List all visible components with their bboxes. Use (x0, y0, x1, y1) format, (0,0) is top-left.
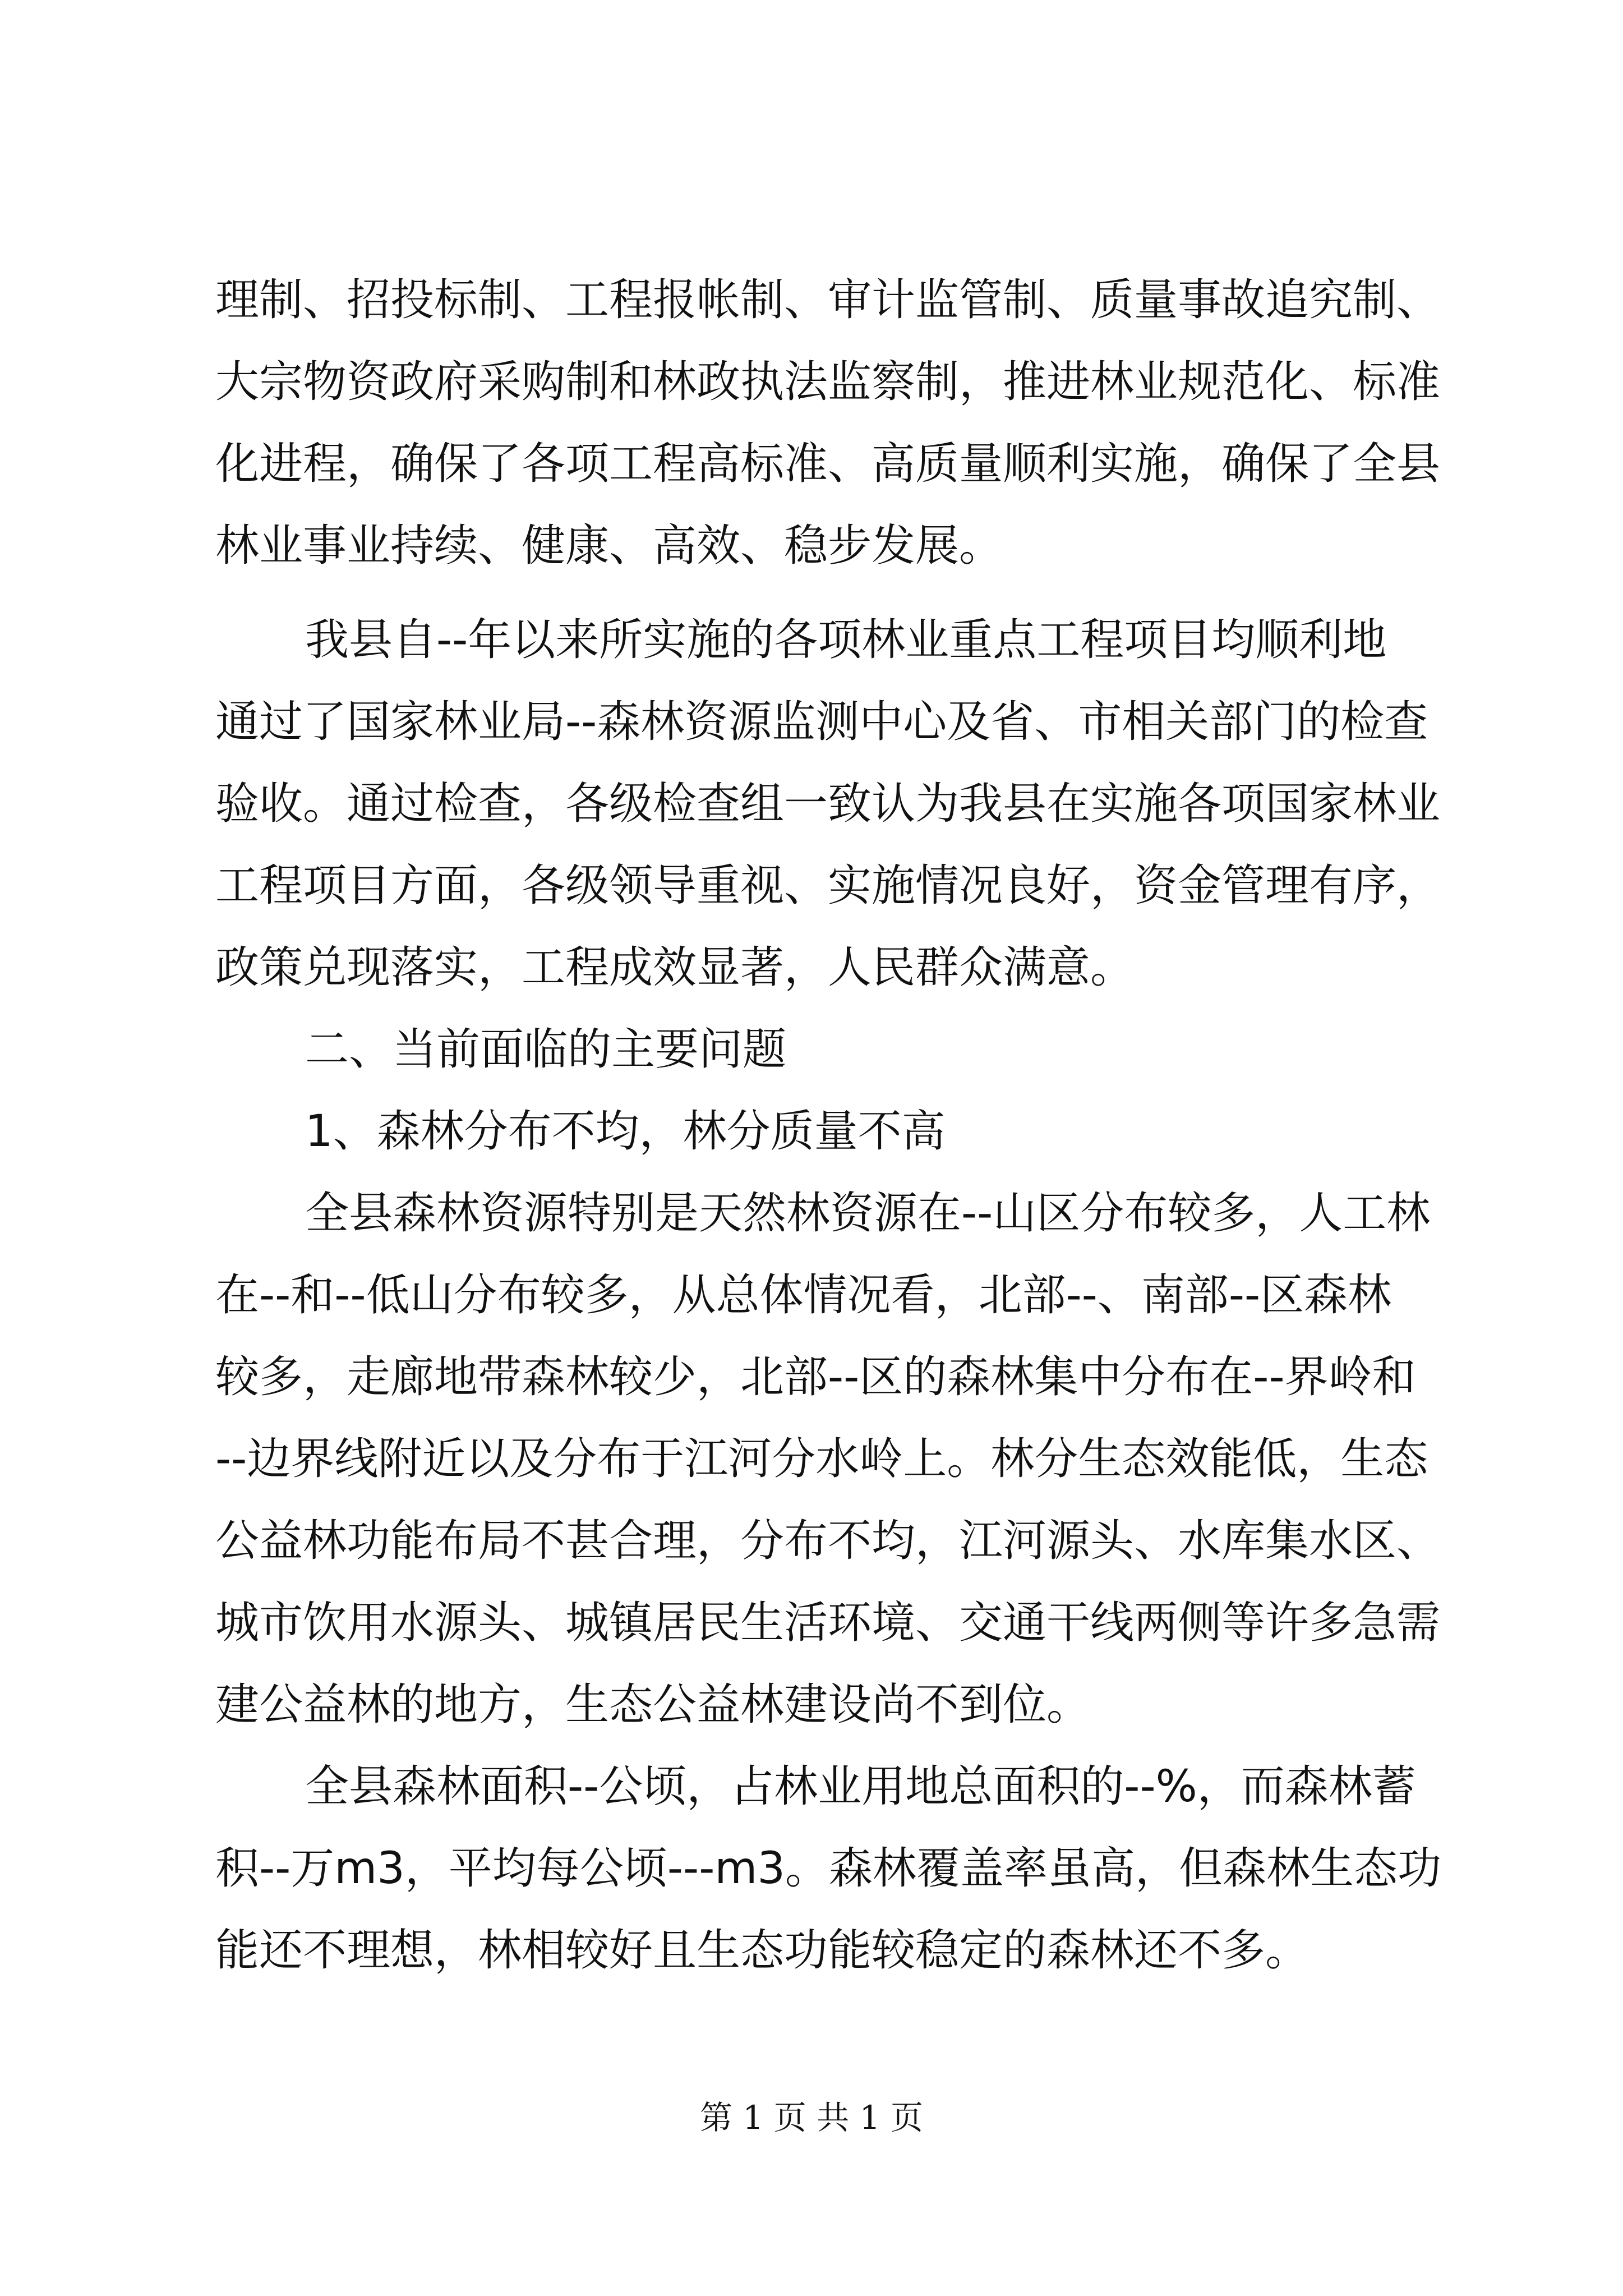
text-line: 较多，走廊地带森林较少，北部--区的森林集中分布在--界岭和 (215, 1352, 1416, 1402)
subsection-heading (215, 1091, 1413, 1172)
paragraph (215, 1746, 1441, 1991)
text-line: 化进程，确保了各项工程高标准、高质量顺利实施，确保了全县 (215, 439, 1441, 489)
text-line: 工程项目方面，各级领导重视、实施情况良好，资金管理有序， (215, 861, 1441, 911)
document-body (215, 259, 1441, 1991)
heading-line: 1、森林分布不均，林分质量不高 (305, 1106, 946, 1157)
text-line: --边界线附近以及分布于江河分水岭上。林分生态效能低，生态 (215, 1434, 1428, 1484)
text-line: 在--和--低山分布较多，从总体情况看，北部--、南部--区森林 (215, 1270, 1392, 1320)
paragraph (215, 1172, 1441, 1746)
paragraph (215, 599, 1441, 1009)
text-line: 理制、招投标制、工程报帐制、审计监管制、质量事故追究制、 (215, 275, 1441, 325)
text-line: 能还不理想，林相较好且生态功能较稳定的森林还不多。 (215, 1925, 1310, 1976)
section-heading (215, 1009, 1413, 1091)
text-line: 通过了国家林业局--森林资源监测中心及省、市相关部门的检查 (215, 697, 1428, 747)
heading-line: 二、当前面临的主要问题 (305, 1024, 787, 1075)
text-line: 积--万m3，平均每公顷---m3。森林覆盖率虽高，但森林生态功 (215, 1843, 1441, 1894)
page-footer: 第 1 页 共 1 页 (700, 2099, 923, 2137)
text-line: 验收。通过检查，各级检查组一致认为我县在实施各项国家林业 (215, 779, 1441, 829)
text-line: 建公益林的地方，生态公益林建设尚不到位。 (215, 1680, 1091, 1730)
text-line: 大宗物资政府采购制和林政执法监察制，推进林业规范化、标准 (215, 357, 1441, 407)
text-line: 林业事业持续、健康、高效、稳步发展。 (215, 521, 1003, 571)
text-line: 全县森林资源特别是天然林资源在--山区分布较多，人工林 (305, 1188, 1431, 1239)
text-line: 城市饮用水源头、城镇居民生活环境、交通干线两侧等许多急需 (215, 1598, 1441, 1648)
paragraph (215, 259, 1441, 587)
text-line: 全县森林面积--公顷，占林业用地总面积的--%，而森林蓄 (305, 1761, 1416, 1812)
text-line: 公益林功能布局不甚合理，分布不均，江河源头、水库集水区、 (215, 1516, 1441, 1566)
text-line: 政策兑现落实，工程成效显著，人民群众满意。 (215, 942, 1135, 993)
text-line: 我县自--年以来所实施的各项林业重点工程项目均顺利地 (305, 615, 1387, 665)
